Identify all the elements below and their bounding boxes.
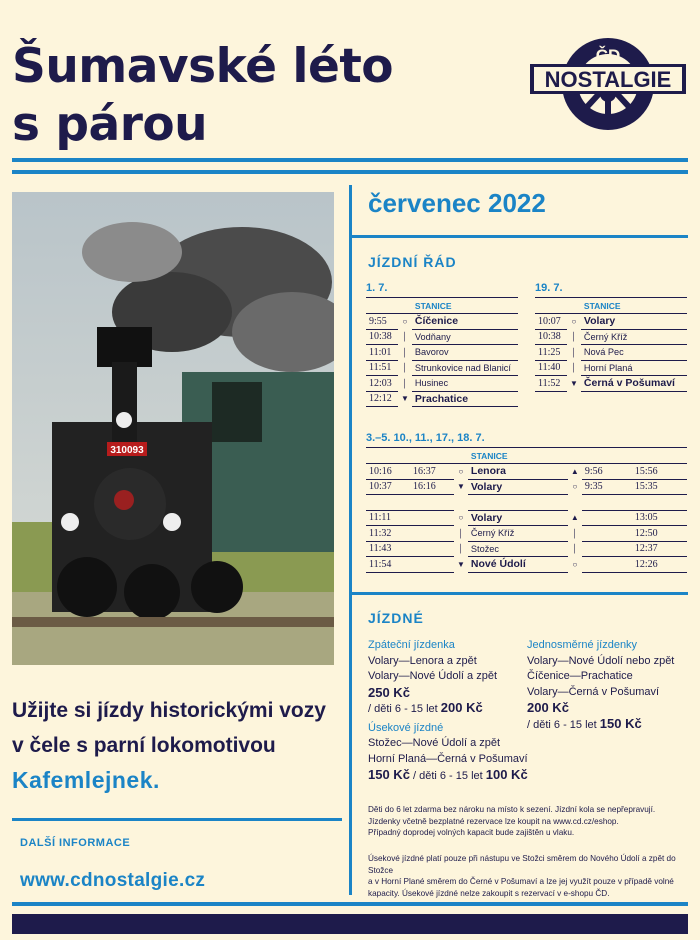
timetable-row xyxy=(366,376,518,392)
timetable-row xyxy=(366,557,687,573)
timetable-row xyxy=(535,329,687,345)
fares-rule xyxy=(352,592,688,595)
departure-time: 11:54 xyxy=(366,557,410,573)
route-line-marker: ▼ xyxy=(457,559,465,569)
station-name: Stožec xyxy=(468,541,568,557)
website-link[interactable]: www.cdnostalgie.cz xyxy=(20,870,206,891)
top-rule-2 xyxy=(12,170,688,174)
return-child-price: 200 Kč xyxy=(440,700,483,715)
route-line-marker: │ xyxy=(402,363,408,373)
station-name: Vodňany xyxy=(412,329,518,345)
timetable-row xyxy=(366,329,518,345)
arrival-time: 12:26 xyxy=(632,557,687,573)
route-line-marker: │ xyxy=(458,544,464,554)
section-child-text: / děti 6 - 15 let xyxy=(409,770,486,782)
tagline-line-2: v čele s parní lokomotivou xyxy=(12,734,276,757)
bottom-bar xyxy=(12,914,688,934)
route-line-marker: ▲ xyxy=(570,467,579,476)
return-price: 250 Kč xyxy=(368,684,410,700)
notes-block-2 xyxy=(368,853,688,899)
departure-time: 10:37 xyxy=(366,479,410,495)
route-line-marker: │ xyxy=(458,528,464,538)
route-line-marker: │ xyxy=(572,544,578,554)
station-name: Černá v Pošumaví xyxy=(581,376,687,392)
month-rule xyxy=(352,235,688,238)
departure-time: 12:03 xyxy=(366,376,398,392)
logo-text-top: ČD xyxy=(595,46,621,65)
departure-time: 11:11 xyxy=(366,510,410,526)
route-line-marker xyxy=(568,495,582,511)
departure-time: 11:51 xyxy=(366,360,398,376)
departure-time xyxy=(366,495,410,511)
timetable-row xyxy=(366,314,518,330)
departure-time: 16:37 xyxy=(410,464,454,480)
route-line-marker: ○ xyxy=(571,317,577,326)
tagline xyxy=(12,693,326,798)
note-line: Případný doprodej volných kapacit bude zajištěn u vlaku. xyxy=(368,828,575,837)
timetable-3 xyxy=(366,432,687,573)
single-route-3: Volary—Černá v Pošumaví xyxy=(527,685,660,698)
station-name: Prachatice xyxy=(412,391,518,407)
note-line: a v Horní Plané směrem do Černé v Pošumaví a lze jej využít pouze v případě volné xyxy=(368,877,674,886)
section-route-2: Horní Planá—Černá v Pošumaví xyxy=(368,752,528,765)
timetable-row xyxy=(366,391,518,407)
tagline-line-3: Kafemlejnek. xyxy=(12,767,160,793)
fares-return xyxy=(368,638,533,785)
arrival-time: 12:37 xyxy=(632,541,687,557)
station-name: Černý Kříž xyxy=(468,526,568,542)
station-name: Volary xyxy=(581,314,687,330)
departure-time xyxy=(410,526,454,542)
departure-time: 12:12 xyxy=(366,391,398,407)
arrival-time: 9:35 xyxy=(582,479,632,495)
timetable-1 xyxy=(366,282,518,407)
timetable-3-day: 3.–5. 10., 11., 17., 18. 7. xyxy=(366,432,687,448)
station-name: Číčenice xyxy=(412,314,518,330)
departure-time: 11:01 xyxy=(366,345,398,361)
departure-time: 16:16 xyxy=(410,479,454,495)
timetable-row xyxy=(366,526,687,542)
note-line: kapacity. Úsekové jízdné nelze zakoupit s rezervací v e-shopu ČD. xyxy=(368,888,610,898)
station-name: Bavorov xyxy=(412,345,518,361)
section-fare-label: Úsekové jízdné xyxy=(368,721,444,734)
route-line-marker: ○ xyxy=(458,513,464,523)
timetable-row xyxy=(366,464,687,480)
route-line-marker: │ xyxy=(402,378,408,388)
route-line-marker: ▼ xyxy=(457,482,465,492)
departure-time: 10:38 xyxy=(366,329,398,345)
route-line-marker: ○ xyxy=(572,559,578,569)
route-line-marker: ▼ xyxy=(570,378,578,388)
route-line-marker: │ xyxy=(402,347,408,357)
timetable-row xyxy=(535,345,687,361)
single-route-1: Volary—Nové Údolí nebo zpět xyxy=(527,654,675,667)
return-label: Zpáteční jízdenka xyxy=(368,639,455,651)
arrival-time xyxy=(582,526,632,542)
departure-time xyxy=(410,510,454,526)
station-name: Strunkovice nad Blanicí xyxy=(412,360,518,376)
arrival-time xyxy=(582,495,632,511)
timetable-2-day: 19. 7. xyxy=(535,282,687,298)
route-line-marker: │ xyxy=(571,332,577,342)
station-name: Nová Pec xyxy=(581,345,687,361)
notes-block-1 xyxy=(368,804,688,839)
timetable-row xyxy=(366,510,687,526)
fares-heading: JÍZDNÉ xyxy=(368,610,424,626)
return-child-text: / děti 6 - 15 let xyxy=(368,703,441,715)
departure-time xyxy=(410,541,454,557)
logo-text-bottom: NOSTALGIE xyxy=(544,67,672,92)
timetable-row xyxy=(366,541,687,557)
departure-time xyxy=(410,495,454,511)
station-name: Černý Kříž xyxy=(581,329,687,345)
arrival-time xyxy=(632,495,687,511)
tagline-line-1: Užijte si jízdy historickými vozy xyxy=(12,699,326,722)
arrival-time: 12:50 xyxy=(632,526,687,542)
route-line-marker: │ xyxy=(402,332,408,342)
route-line-marker: ▲ xyxy=(570,513,579,523)
arrival-time: 9:56 xyxy=(582,464,632,480)
month-heading: červenec 2022 xyxy=(368,188,546,218)
note-line: Úsekové jízdné platí pouze při nástupu ve Stožci směrem do Nového Údolí a zpět do Stožce xyxy=(368,854,676,875)
route-line-marker xyxy=(454,495,468,511)
arrival-time: 15:56 xyxy=(632,464,687,480)
route-line-marker: ▼ xyxy=(401,394,409,404)
column-divider xyxy=(349,185,352,895)
arrival-time xyxy=(582,557,632,573)
timetable-row xyxy=(366,360,518,376)
note-line: Děti do 6 let zdarma bez nároku na místo k sezení. Jízdní kola se nepřepravují. xyxy=(368,805,656,814)
title-line-1: Šumavské léto xyxy=(12,39,394,94)
arrival-time: 15:35 xyxy=(632,479,687,495)
title-line-2: s párou xyxy=(12,97,208,152)
cd-nostalgie-logo xyxy=(528,34,688,144)
route-line-marker: │ xyxy=(571,347,577,357)
page-title xyxy=(12,38,393,154)
top-rule-1 xyxy=(12,158,688,162)
fares-single xyxy=(527,638,687,733)
return-route-2: Volary—Nové Údolí a zpět xyxy=(368,670,498,682)
station-name: Lenora xyxy=(468,464,568,480)
single-label: Jednosměrné jízdenky xyxy=(527,639,638,651)
arrival-time: 13:05 xyxy=(632,510,687,526)
station-name: Husinec xyxy=(412,376,518,392)
timetable-row xyxy=(366,345,518,361)
section-route-1: Stožec—Nové Údolí a zpět xyxy=(368,737,501,749)
departure-time: 11:40 xyxy=(535,360,567,376)
departure-time: 11:32 xyxy=(366,526,410,542)
departure-time: 11:43 xyxy=(366,541,410,557)
timetable-row xyxy=(366,495,687,511)
stanice-label: STANICE xyxy=(412,298,518,314)
arrival-time xyxy=(582,510,632,526)
locomotive-photo xyxy=(12,192,334,665)
timetable-row xyxy=(366,479,687,495)
timetable-1-day: 1. 7. xyxy=(366,282,518,298)
single-child-price: 150 Kč xyxy=(599,715,642,731)
stanice-label: STANICE xyxy=(468,448,568,464)
return-route-1: Volary—Lenora a zpět xyxy=(368,654,477,667)
single-route-2: Číčenice—Prachatice xyxy=(527,670,633,682)
schedule-heading: JÍZDNÍ ŘÁD xyxy=(368,254,457,270)
departure-time: 10:07 xyxy=(535,314,567,330)
departure-time: 11:25 xyxy=(535,345,567,361)
route-line-marker: │ xyxy=(572,528,578,538)
station-name: Nové Údolí xyxy=(468,557,568,573)
info-rule xyxy=(12,818,342,821)
route-line-marker: ○ xyxy=(402,317,408,326)
section-child-price: 100 Kč xyxy=(485,767,528,782)
station-name: Volary xyxy=(468,479,568,495)
route-line-marker: ○ xyxy=(572,482,578,492)
departure-time xyxy=(410,557,454,573)
note-line: Jízdenky včetně bezplatné rezervace lze koupit na www.cd.cz/eshop. xyxy=(368,816,619,826)
station-name: Volary xyxy=(468,510,568,526)
stanice-label: STANICE xyxy=(581,298,687,314)
bottom-rule-1 xyxy=(12,902,688,906)
single-child-text: / děti 6 - 15 let xyxy=(527,718,600,731)
departure-time: 9:55 xyxy=(366,314,398,330)
station-name: Horní Planá xyxy=(581,360,687,376)
timetable-row xyxy=(535,376,687,392)
station-name xyxy=(468,495,568,511)
route-line-marker: │ xyxy=(571,363,577,373)
loco-number-plate: 310093 xyxy=(110,445,144,456)
single-price: 200 Kč xyxy=(527,700,569,715)
arrival-time xyxy=(582,541,632,557)
timetable-row xyxy=(535,360,687,376)
timetable-2 xyxy=(535,282,687,392)
departure-time: 10:38 xyxy=(535,329,567,345)
departure-time: 10:16 xyxy=(366,464,410,480)
section-price: 150 Kč xyxy=(368,767,410,782)
timetable-row xyxy=(535,314,687,330)
info-label: DALŠÍ INFORMACE xyxy=(20,837,131,849)
route-line-marker: ○ xyxy=(458,467,464,476)
departure-time: 11:52 xyxy=(535,376,567,392)
